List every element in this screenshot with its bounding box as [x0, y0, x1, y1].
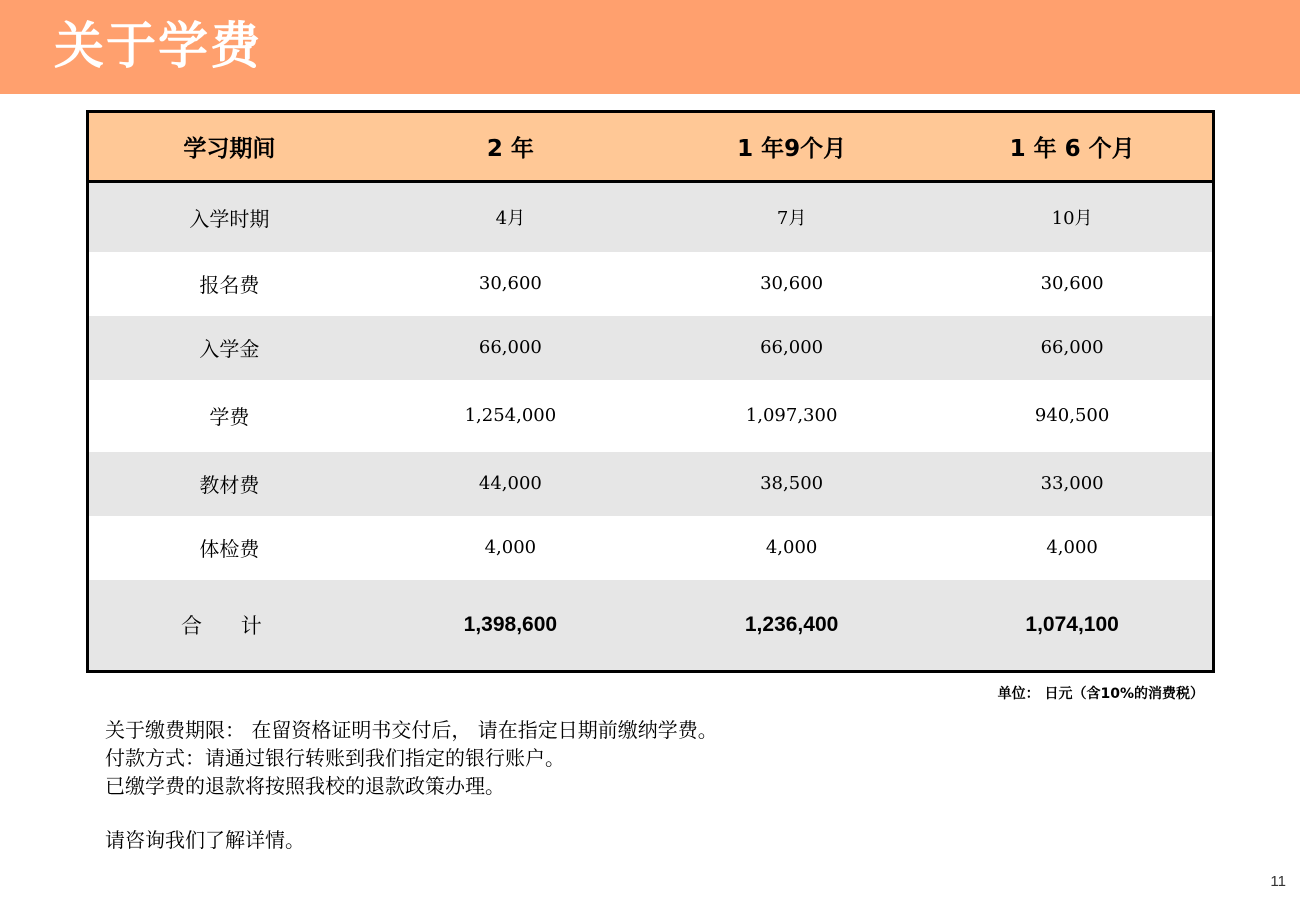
table-cell: 7月	[776, 208, 807, 230]
tuition-table	[86, 110, 1215, 673]
row-label: 报名费	[199, 273, 260, 297]
table-cell: 66,000	[760, 337, 824, 358]
page-number: 11	[1270, 873, 1286, 890]
page-title: 关于学费	[54, 17, 262, 75]
table-cell: 30,600	[478, 273, 542, 294]
total-cell: 1,074,100	[1025, 612, 1119, 636]
table-cell: 30,600	[760, 273, 824, 294]
table-cell: 66,000	[478, 337, 542, 358]
note-refund-policy: 已缴学费的退款将按照我校的退款政策办理。	[105, 774, 505, 798]
total-cell: 1,236,400	[744, 612, 839, 636]
total-cell: 1,398,600	[463, 612, 558, 636]
table-row-textbook-fee	[88, 452, 1214, 516]
table-cell: 10月	[1051, 208, 1093, 230]
table-row-tuition	[88, 380, 1214, 452]
table-row-application-fee	[88, 252, 1214, 316]
table-row-enrollment-period	[88, 182, 1214, 252]
table-cell: 4,000	[765, 537, 818, 558]
title-bar	[0, 0, 1300, 94]
table-cell: 66,000	[1040, 337, 1104, 358]
header-study-period: 学习期间	[88, 112, 370, 182]
note-payment-method: 付款方式：请通过银行转账到我们指定的银行账户。	[105, 746, 565, 770]
row-label: 学费	[209, 405, 250, 429]
header-1-year-9-months: 1 年9个月	[651, 112, 932, 182]
table-cell: 30,600	[1040, 273, 1104, 294]
table-cell: 4,000	[1046, 537, 1098, 558]
note-payment-deadline: 关于缴费期限： 在留资格证明书交付后， 请在指定日期前缴纳学费。	[105, 718, 718, 742]
row-label: 体检费	[199, 537, 260, 561]
table-row-health-check-fee	[88, 516, 1214, 580]
table-cell: 940,500	[1034, 405, 1110, 426]
table-header-row	[88, 112, 1214, 182]
row-label: 入学金	[199, 337, 260, 361]
header-1-year-6-months: 1 年 6 个月	[932, 112, 1213, 182]
table-row-total	[88, 580, 1214, 672]
table-cell: 1,254,000	[464, 405, 557, 426]
header-2-years: 2 年	[370, 112, 651, 182]
table-cell: 1,097,300	[745, 405, 838, 426]
payment-notes	[105, 716, 718, 854]
row-label: 入学时期	[189, 206, 270, 231]
table-cell: 44,000	[478, 473, 542, 494]
row-label: 教材费	[199, 473, 260, 497]
unit-note: 单位： 日元（含10%的消费税）	[997, 686, 1204, 702]
note-contact: 请咨询我们了解详情。	[105, 828, 305, 852]
total-label: 合 计	[181, 613, 278, 638]
table-row-admission-fee	[88, 316, 1214, 380]
table-cell: 33,000	[1040, 473, 1104, 494]
table-cell: 4月	[495, 208, 526, 230]
table-cell: 4,000	[484, 537, 537, 558]
table-cell: 38,500	[760, 473, 824, 494]
